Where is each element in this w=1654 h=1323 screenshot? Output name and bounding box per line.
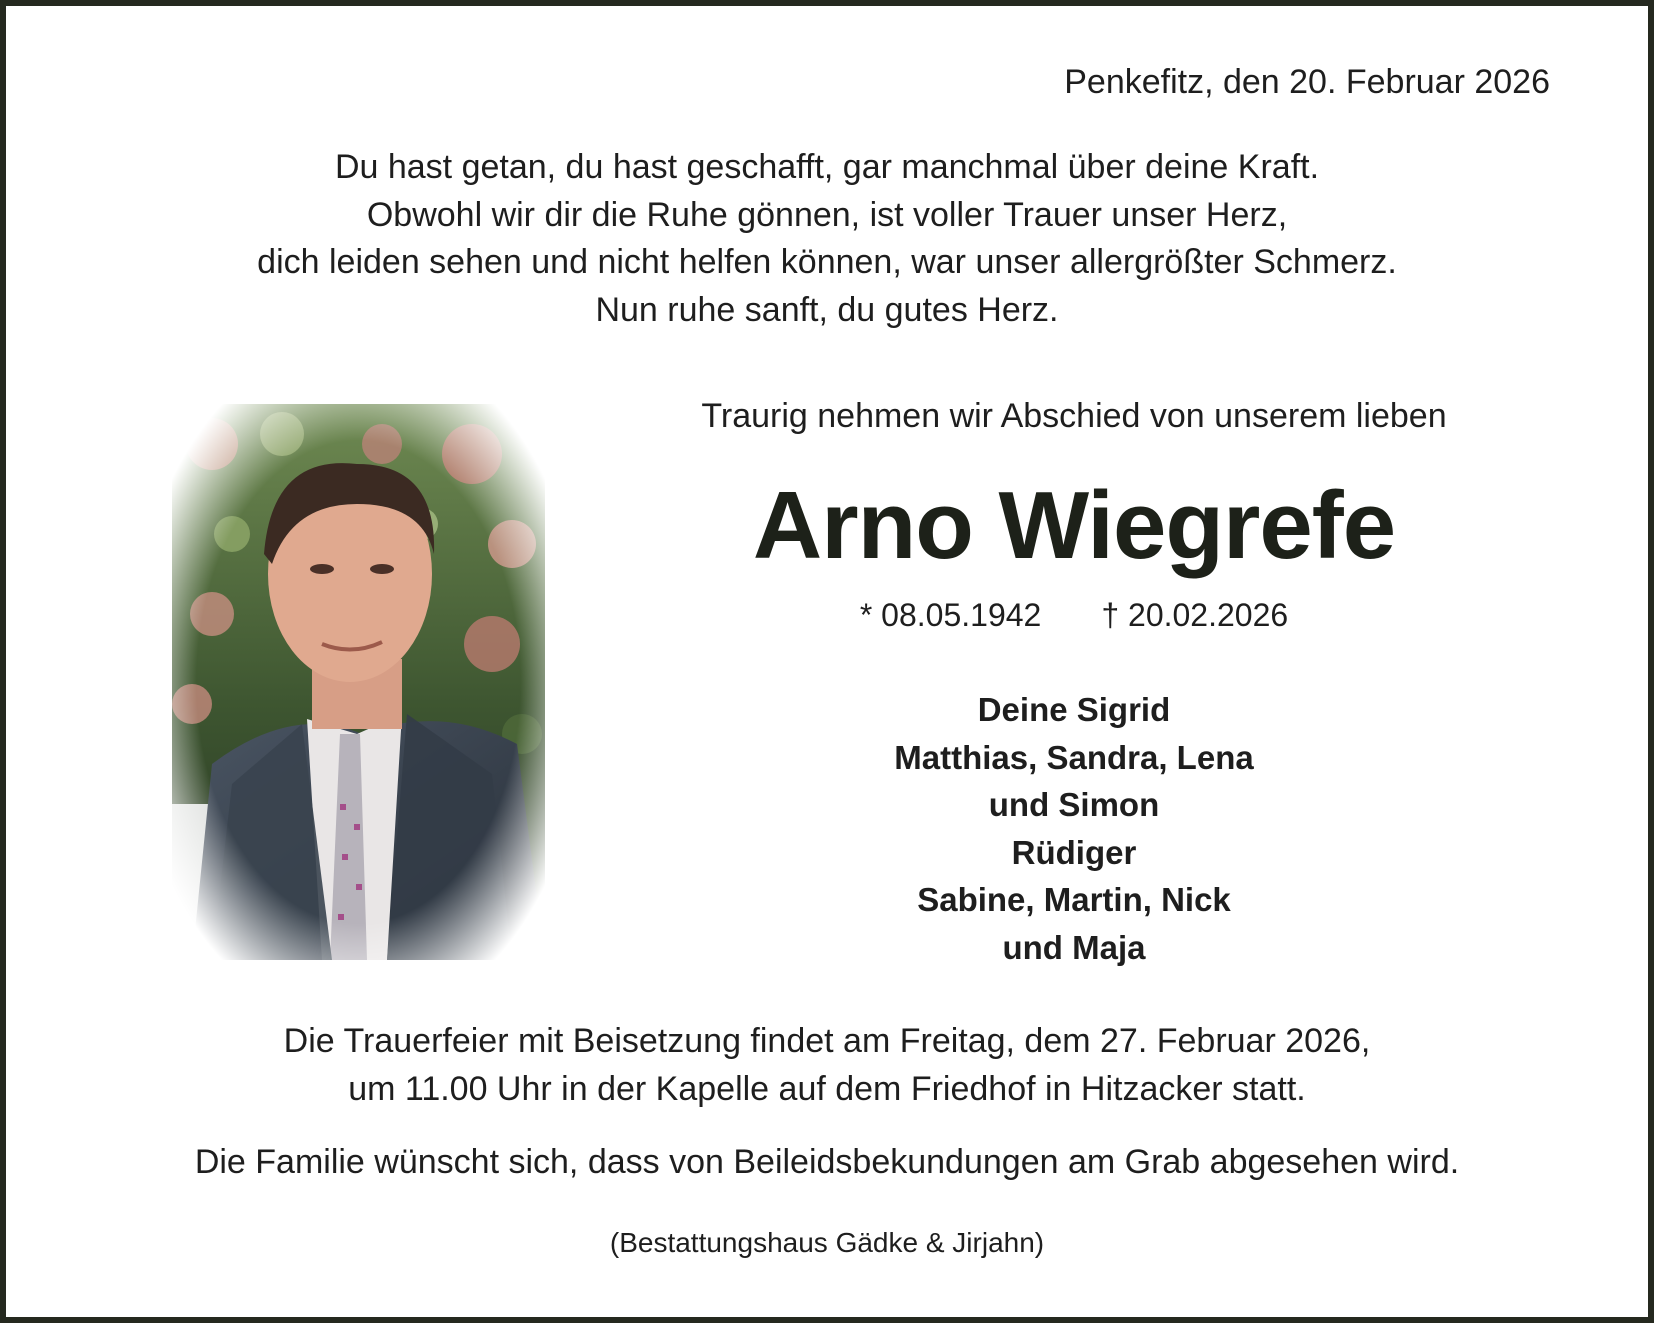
service-line: Die Trauerfeier mit Beisetzung findet am Freitag, dem 27. Februar 2026, [283,1022,1371,1060]
poem [0,144,1654,334]
death-date: † 20.02.2026 [1101,597,1289,633]
service-info [0,1018,1654,1113]
place-date: Penkefitz, den 20. Februar 2026 [1064,63,1550,101]
poem-line: Obwohl wir dir die Ruhe gönnen, ist voller Trauer unser Herz, [366,195,1288,234]
family-line: Matthias, Sandra, Lena [894,738,1254,776]
family-line: Deine Sigrid [977,691,1171,728]
birth-date: * 08.05.1942 [859,597,1042,633]
family-line: Sabine, Martin, Nick [917,881,1231,918]
family-line: und Simon [988,786,1160,823]
poem-line: dich leiden sehen und nicht helfen können, war unser allergrößter Schmerz. [257,243,1397,281]
life-dates [622,595,1526,635]
poem-line: Du hast getan, du hast geschafft, gar manchmal über deine Kraft. [334,148,1320,186]
poem-line: Nun ruhe sanft, du gutes Herz. [595,290,1059,329]
family-line: Rüdiger [1011,833,1137,871]
family-wish: Die Familie wünscht sich, dass von Beileidsbekundungen am Grab abgesehen wird. [194,1143,1460,1181]
family-signatures [622,686,1526,971]
portrait-photo [172,404,545,960]
intro-text: Traurig nehmen wir Abschied von unserem lieben [701,397,1447,435]
undertaker-credit: (Bestattungshaus Gädke & Jirjahn) [609,1227,1045,1258]
family-line: und Maja [1002,928,1146,966]
service-line: um 11.00 Uhr in der Kapelle auf dem Friedhof in Hitzacker statt. [348,1069,1306,1108]
deceased-name: Arno Wiegrefe [752,472,1396,579]
